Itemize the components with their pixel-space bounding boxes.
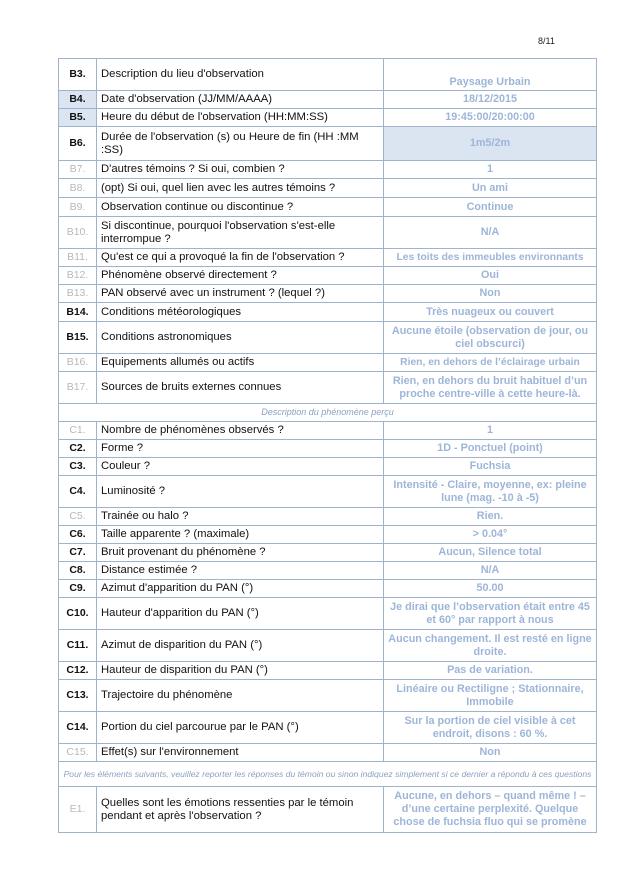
section-note: Pour les éléments suivants, veuillez reporter les réponses du témoin ou sinon indiquez simplement si ce dernier a répondu à ces questions bbox=[59, 762, 597, 787]
observation-table bbox=[58, 58, 597, 833]
row-answer: Intensité - Claire, moyenne, ex: pleine lune (mag. -10 à -5) bbox=[384, 476, 597, 508]
row-code: B13. bbox=[59, 285, 97, 303]
table-row bbox=[59, 508, 597, 526]
row-question: Effet(s) sur l'environnement bbox=[97, 744, 384, 762]
row-code: B16. bbox=[59, 354, 97, 372]
row-question: Observation continue ou discontinue ? bbox=[97, 198, 384, 217]
table-row bbox=[59, 267, 597, 285]
row-answer: N/A bbox=[384, 562, 597, 580]
table-row bbox=[59, 562, 597, 580]
row-question: Heure du début de l'observation (HH:MM:SS) bbox=[97, 109, 384, 127]
table-row bbox=[59, 712, 597, 744]
row-question: Azimut d'apparition du PAN (°) bbox=[97, 580, 384, 598]
row-answer: Les toits des immeubles environnants bbox=[384, 249, 597, 267]
table-row bbox=[59, 458, 597, 476]
row-code: C7. bbox=[59, 544, 97, 562]
row-answer: Non bbox=[384, 744, 597, 762]
row-code: B9. bbox=[59, 198, 97, 217]
table-row bbox=[59, 198, 597, 217]
row-question: Date d'observation (JJ/MM/AAAA) bbox=[97, 91, 384, 109]
table-row bbox=[59, 598, 597, 630]
row-question: Bruit provenant du phénomène ? bbox=[97, 544, 384, 562]
row-question: Hauteur d'apparition du PAN (°) bbox=[97, 598, 384, 630]
row-question: PAN observé avec un instrument ? (lequel ?) bbox=[97, 285, 384, 303]
row-code: E1. bbox=[59, 787, 97, 833]
row-code: B5. bbox=[59, 109, 97, 127]
row-code: C10. bbox=[59, 598, 97, 630]
row-code: C4. bbox=[59, 476, 97, 508]
table-row bbox=[59, 440, 597, 458]
row-code: C5. bbox=[59, 508, 97, 526]
row-code: B4. bbox=[59, 91, 97, 109]
row-question: D'autres témoins ? Si oui, combien ? bbox=[97, 161, 384, 179]
row-code: B14. bbox=[59, 303, 97, 322]
row-code: B8. bbox=[59, 179, 97, 198]
row-code: C1. bbox=[59, 422, 97, 440]
row-answer: 1m5/2m bbox=[384, 127, 597, 161]
row-question: Equipements allumés ou actifs bbox=[97, 354, 384, 372]
row-question: Couleur ? bbox=[97, 458, 384, 476]
row-question: Portion du ciel parcourue par le PAN (°) bbox=[97, 712, 384, 744]
row-code: C11. bbox=[59, 630, 97, 662]
table-row bbox=[59, 249, 597, 267]
table-row bbox=[59, 217, 597, 249]
row-answer: N/A bbox=[384, 217, 597, 249]
row-code: C15. bbox=[59, 744, 97, 762]
row-answer: Pas de variation. bbox=[384, 662, 597, 680]
table-row bbox=[59, 91, 597, 109]
row-answer: Aucune, en dehors – quand même ! – d’une certaine perplexité. Quelque chose de fuchsia fluo qui se promène bbox=[384, 787, 597, 833]
row-answer: 19:45:00/20:00:00 bbox=[384, 109, 597, 127]
row-question: Hauteur de disparition du PAN (°) bbox=[97, 662, 384, 680]
row-answer: 1 bbox=[384, 161, 597, 179]
row-question: Trajectoire du phénomène bbox=[97, 680, 384, 712]
section-row bbox=[59, 404, 597, 422]
row-answer: 18/12/2015 bbox=[384, 91, 597, 109]
row-question: Conditions météorologiques bbox=[97, 303, 384, 322]
row-answer: Très nuageux ou couvert bbox=[384, 303, 597, 322]
table-row bbox=[59, 372, 597, 404]
table-row bbox=[59, 179, 597, 198]
row-code: B6. bbox=[59, 127, 97, 161]
row-answer: Aucune étoile (observation de jour, ou ciel obscurci) bbox=[384, 322, 597, 354]
row-question: Description du lieu d'observation bbox=[97, 59, 384, 91]
row-code: C14. bbox=[59, 712, 97, 744]
row-question: Trainée ou halo ? bbox=[97, 508, 384, 526]
table-row bbox=[59, 285, 597, 303]
row-question: (opt) Si oui, quel lien avec les autres témoins ? bbox=[97, 179, 384, 198]
row-code: C2. bbox=[59, 440, 97, 458]
page-number: 8/11 bbox=[538, 36, 555, 46]
row-code: C9. bbox=[59, 580, 97, 598]
row-question: Forme ? bbox=[97, 440, 384, 458]
table-row bbox=[59, 662, 597, 680]
row-question: Si discontinue, pourquoi l'observation s'est-elle interrompue ? bbox=[97, 217, 384, 249]
row-question: Qu'est ce qui a provoqué la fin de l'observation ? bbox=[97, 249, 384, 267]
table-row bbox=[59, 59, 597, 91]
row-question: Sources de bruits externes connues bbox=[97, 372, 384, 404]
row-code: B3. bbox=[59, 59, 97, 91]
row-answer: Paysage Urbain bbox=[384, 59, 597, 91]
table-row bbox=[59, 544, 597, 562]
row-code: C6. bbox=[59, 526, 97, 544]
row-code: B15. bbox=[59, 322, 97, 354]
row-question: Conditions astronomiques bbox=[97, 322, 384, 354]
table-row bbox=[59, 580, 597, 598]
table-row bbox=[59, 322, 597, 354]
row-answer: 50.00 bbox=[384, 580, 597, 598]
row-code: B17. bbox=[59, 372, 97, 404]
row-answer: Sur la portion de ciel visible à cet endroit, disons : 60 %. bbox=[384, 712, 597, 744]
row-answer: 1 bbox=[384, 422, 597, 440]
row-question: Durée de l'observation (s) ou Heure de fin (HH :MM :SS) bbox=[97, 127, 384, 161]
row-answer: Linéaire ou Rectiligne ; Stationnaire, Immobile bbox=[384, 680, 597, 712]
row-code: C13. bbox=[59, 680, 97, 712]
row-code: B7. bbox=[59, 161, 97, 179]
table-row bbox=[59, 109, 597, 127]
row-answer: Rien. bbox=[384, 508, 597, 526]
row-answer: Rien, en dehors de l’éclairage urbain bbox=[384, 354, 597, 372]
row-question: Quelles sont les émotions ressenties par le témoin pendant et après l'observation ? bbox=[97, 787, 384, 833]
row-code: C3. bbox=[59, 458, 97, 476]
row-answer: > 0.04° bbox=[384, 526, 597, 544]
table-row bbox=[59, 127, 597, 161]
table-row bbox=[59, 476, 597, 508]
row-answer: Aucun, Silence total bbox=[384, 544, 597, 562]
table-row bbox=[59, 161, 597, 179]
row-answer: Je dirai que l’observation était entre 45 et 60° par rapport à nous bbox=[384, 598, 597, 630]
row-answer: 1D - Ponctuel (point) bbox=[384, 440, 597, 458]
row-question: Phénomène observé directement ? bbox=[97, 267, 384, 285]
row-answer: Aucun changement. Il est resté en ligne droite. bbox=[384, 630, 597, 662]
section-row bbox=[59, 762, 597, 787]
row-answer: Oui bbox=[384, 267, 597, 285]
row-question: Distance estimée ? bbox=[97, 562, 384, 580]
row-answer: Un ami bbox=[384, 179, 597, 198]
row-code: C12. bbox=[59, 662, 97, 680]
row-code: B12. bbox=[59, 267, 97, 285]
row-question: Nombre de phénomènes observés ? bbox=[97, 422, 384, 440]
row-answer: Continue bbox=[384, 198, 597, 217]
table-row bbox=[59, 354, 597, 372]
row-question: Azimut de disparition du PAN (°) bbox=[97, 630, 384, 662]
row-code: C8. bbox=[59, 562, 97, 580]
row-code: B11. bbox=[59, 249, 97, 267]
row-question: Luminosité ? bbox=[97, 476, 384, 508]
table-row bbox=[59, 630, 597, 662]
table-row bbox=[59, 680, 597, 712]
table-row bbox=[59, 422, 597, 440]
section-title: Description du phénomène perçu bbox=[59, 404, 597, 422]
table-row bbox=[59, 787, 597, 833]
row-code: B10. bbox=[59, 217, 97, 249]
row-answer: Rien, en dehors du bruit habituel d’un proche centre-ville à cette heure-là. bbox=[384, 372, 597, 404]
row-question: Taille apparente ? (maximale) bbox=[97, 526, 384, 544]
table-row bbox=[59, 303, 597, 322]
row-answer: Fuchsia bbox=[384, 458, 597, 476]
table-row bbox=[59, 526, 597, 544]
row-answer: Non bbox=[384, 285, 597, 303]
table-row bbox=[59, 744, 597, 762]
